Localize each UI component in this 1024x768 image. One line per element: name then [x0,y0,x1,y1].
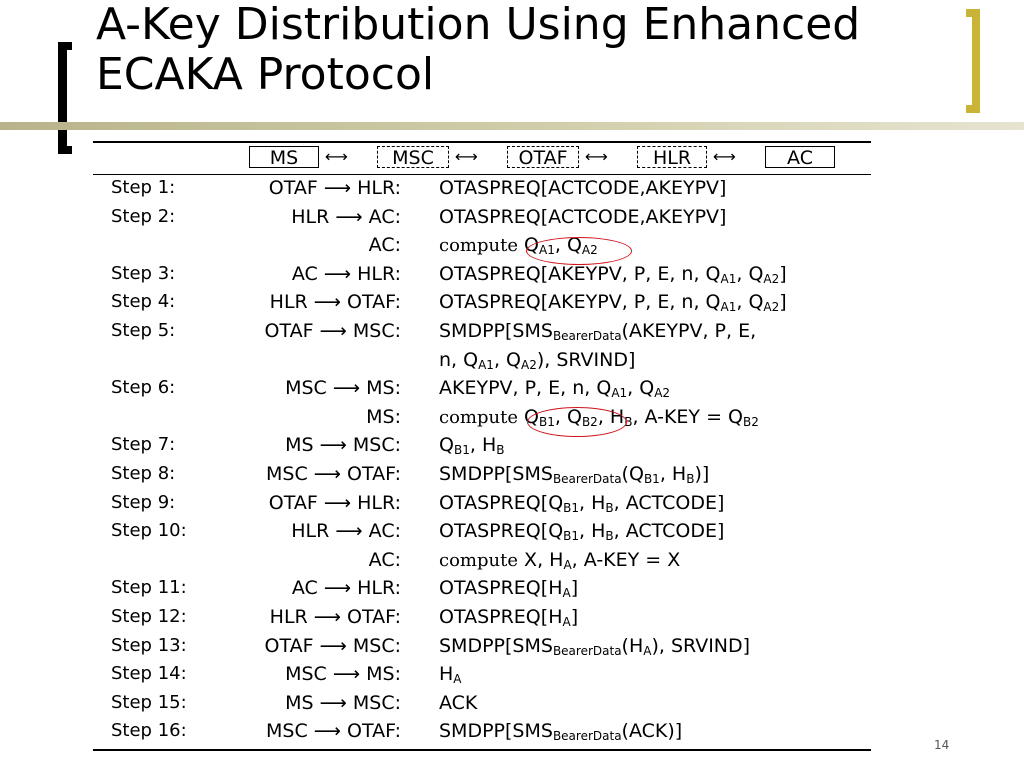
step-message [439,490,724,516]
step-message [439,175,726,201]
message-text: OTASPREQ[ACTCODE,AKEYPV] [439,205,727,228]
message-text: n, $Q_{A1}$, $Q_{A2}$), SRVIND] [439,348,636,372]
entity-ac: AC [765,146,835,168]
step-label: Step 13: [111,634,187,656]
right-bracket-decoration [966,9,980,113]
message-text: $Q_{A1}$, $Q_{A2}$ [524,234,598,258]
step-label: Step 9: [111,491,176,513]
protocol-step-row [93,347,871,373]
message-text: OTASPREQ[AKEYPV, P, E, n, $Q_{A1}$, $Q_{A2}$] [439,262,787,286]
step-flow: MSC ⟶ OTAF: [266,463,401,485]
protocol-step-row [93,289,871,315]
entity-arrow: ⟷ [585,147,608,166]
message-text: $SMDPP[SMS_{BearerData}(ACK)]$ [439,720,683,744]
step-label: Step 1: [111,177,176,198]
highlight-circle-qb [527,407,627,437]
protocol-step-row [93,232,871,258]
entity-hlr: HLR [637,146,707,168]
slide-title [96,0,936,100]
message-text: $Q_{B1}$, $H_B$ [439,434,505,458]
step-message [439,718,682,744]
protocol-step-row [93,604,871,630]
step-flow: OTAF ⟶ MSC: [264,634,401,657]
slide-title-line-2: ECAKA Protocol [96,49,435,100]
step-flow: HLR ⟶ OTAF: [269,606,401,628]
protocol-step-row [93,575,871,601]
step-message [439,318,756,344]
protocol-step-row [93,175,871,201]
step-message [439,661,462,687]
step-flow: HLR ⟶ OTAF: [269,291,401,314]
protocol-step-row [93,204,871,230]
message-text: $OTASPREQ[H_A]$ [439,606,579,629]
entity-ms: MS [249,146,319,168]
step-flow: MS ⟶ MSC: [285,434,401,457]
step-message [439,261,787,287]
step-label: Step 2: [111,205,176,227]
message-text: ACK [439,691,478,714]
entity-otaf: OTAF [507,146,579,168]
step-flow: AC: [368,234,401,257]
step-flow: HLR ⟶ AC: [291,520,401,543]
step-flow: MSC ⟶ OTAF: [266,720,401,743]
step-message [439,461,709,487]
message-text: $SMDPP[SMS_{BearerData}(AKEYPV$, P, E, [439,320,757,343]
protocol-step-row [93,461,871,487]
entity-arrow: ⟷ [455,147,478,166]
step-flow: OTAF ⟶ HLR: [268,177,401,199]
protocol-step-row [93,547,871,573]
message-text: $OTASPREQ[H_A]$ [439,577,579,601]
table-bottom-rule [93,749,871,751]
step-message [439,690,477,716]
step-message [439,633,750,659]
highlight-circle-qa [526,237,632,265]
message-text: X, $H_A$, A-KEY = X [524,548,681,572]
step-flow: AC ⟶ HLR: [291,577,401,600]
entity-arrow: ⟷ [325,147,348,166]
step-flow: MSC ⟶ MS: [285,663,401,686]
protocol-step-row [93,404,871,430]
compute-keyword: compute [439,406,518,428]
table-top-rule [93,141,871,143]
protocol-step-row [93,518,871,544]
compute-keyword: compute [439,549,518,571]
message-text: $H_A$ [439,663,462,687]
protocol-step-row [93,490,871,516]
message-text: OTASPREQ[ACTCODE,AKEYPV] [439,177,727,199]
protocol-step-row [93,375,871,401]
step-flow: MS ⟶ MSC: [285,691,401,714]
entity-msc: MSC [377,146,449,168]
protocol-step-row [93,690,871,716]
step-label: Step 3: [111,262,176,284]
step-message [439,604,578,630]
protocol-step-row [93,432,871,458]
compute-keyword: compute [439,235,518,257]
step-label: Step 7: [111,434,176,456]
protocol-step-row [93,718,871,744]
message-text: OTASPREQ[AKEYPV, P, E, n, $Q_{A1}$, $Q_{A2}$] [439,291,787,315]
step-flow: OTAF ⟶ HLR: [268,491,401,514]
protocol-step-row [93,633,871,659]
left-bracket-decoration [58,42,72,154]
protocol-entities-header [93,146,871,170]
protocol-step-row [93,261,871,287]
slide-title-line-1: A-Key Distribution Using Enhanced [96,0,861,50]
step-label: Step 15: [111,691,187,713]
step-flow: HLR ⟶ AC: [291,205,401,228]
message-text: $OTASPREQ[Q_{B1}$, $H_B$, ACTCODE] [439,520,725,544]
step-message [439,432,504,458]
step-flow: AC: [368,548,401,571]
step-flow: OTAF ⟶ MSC: [264,320,401,342]
step-message [439,375,670,401]
step-label: Step 10: [111,520,187,542]
step-message [439,347,635,373]
step-message [439,289,787,315]
step-message [439,204,726,230]
message-text: $OTASPREQ[Q_{B1}$, $H_B$, ACTCODE] [439,491,725,515]
step-message [439,518,724,544]
step-label: Step 8: [111,463,176,484]
step-label: Step 5: [111,320,176,341]
step-label: Step 11: [111,577,187,599]
step-label: Step 4: [111,291,176,313]
step-label: Step 12: [111,606,187,627]
title-underbar [0,122,1024,130]
message-text: AKEYPV, P, E, n, $Q_{A1}$, $Q_{A2}$ [439,377,671,401]
step-label: Step 14: [111,663,187,685]
page-number: 14 [934,738,950,752]
step-label: Step 16: [111,720,187,742]
message-text: $SMDPP[SMS_{BearerData}(H_A)$, SRVIND] [439,634,751,658]
message-text: $Q_{B1}$, $Q_{B2}$, $H_B$, $A-KEY = Q_{B2}$ [524,405,759,429]
step-message [439,547,680,574]
step-flow: MS: [366,405,401,428]
step-flow: MSC ⟶ MS: [285,377,401,400]
protocol-step-row [93,318,871,344]
entity-arrow: ⟷ [713,147,736,166]
message-text: $SMDPP[SMS_{BearerData}(Q_{B1}$, $H_B$)] [439,463,710,486]
protocol-step-row [93,661,871,687]
step-label: Step 6: [111,377,176,399]
step-message [439,575,578,601]
step-flow: AC ⟶ HLR: [291,262,401,285]
